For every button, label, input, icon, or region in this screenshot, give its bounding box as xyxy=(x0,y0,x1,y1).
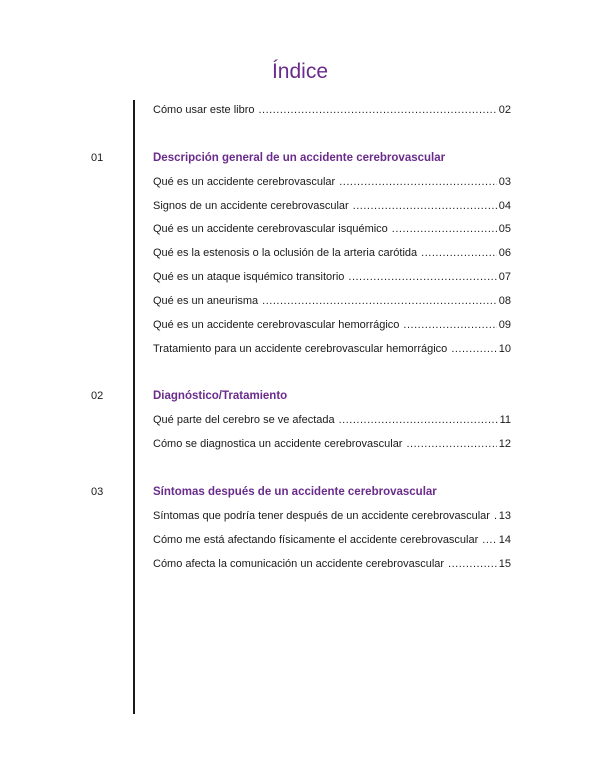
toc-entry[interactable] xyxy=(153,533,511,547)
section-title[interactable]: Síntomas después de un accidente cerebrovascular xyxy=(153,486,437,498)
toc-entry-page: 11 xyxy=(499,414,511,426)
dot-leader xyxy=(421,246,497,260)
toc-entry-text: Qué es la estenosis o la oclusión de la arteria carótida xyxy=(153,247,418,259)
toc-entry-page: 10 xyxy=(498,343,511,355)
toc-entry[interactable] xyxy=(153,318,511,332)
toc-entry[interactable] xyxy=(153,222,511,236)
toc-entry-page: 05 xyxy=(498,223,511,235)
section-number: 01 xyxy=(91,152,104,164)
toc-entry-page: 08 xyxy=(498,295,511,307)
toc-entry[interactable] xyxy=(153,199,511,213)
dot-leader xyxy=(392,222,497,236)
dot-leader xyxy=(494,509,497,523)
toc-entry-page: 03 xyxy=(498,176,511,188)
toc-entry[interactable] xyxy=(153,246,511,260)
toc-entry[interactable] xyxy=(153,413,511,427)
dot-leader xyxy=(353,199,497,213)
toc-entry[interactable] xyxy=(153,175,511,189)
toc-entry-intro[interactable] xyxy=(153,103,511,117)
toc-entry-page: 09 xyxy=(498,319,511,331)
toc-entry-text: Síntomas que podría tener después de un accidente cerebrovascular xyxy=(153,510,490,522)
toc-entry-text: Qué es un ataque isquémico transitorio xyxy=(153,271,345,283)
toc-entry-page: 12 xyxy=(498,438,511,450)
dot-leader xyxy=(406,437,496,451)
toc-entry-text: Qué es un accidente cerebrovascular isquémico xyxy=(153,223,388,235)
toc-entry-text: Qué es un accidente cerebrovascular xyxy=(153,176,336,188)
vertical-divider xyxy=(133,100,135,714)
toc-entry-text: Cómo me está afectando físicamente el accidente cerebrovascular xyxy=(153,534,479,546)
toc-entry-text: Cómo afecta la comunicación un accidente cerebrovascular xyxy=(153,558,445,570)
toc-entry[interactable] xyxy=(153,342,511,356)
toc-entry-page: 13 xyxy=(498,510,511,522)
dot-leader xyxy=(259,103,497,117)
toc-entry-page: 06 xyxy=(498,247,511,259)
toc-entry-text: Cómo se diagnostica un accidente cerebrovascular xyxy=(153,438,403,450)
toc-entry-page: 02 xyxy=(498,104,511,116)
toc-entry-text: Signos de un accidente cerebrovascular xyxy=(153,200,349,212)
toc-entry-text: Qué es un accidente cerebrovascular hemorrágico xyxy=(153,319,400,331)
dot-leader xyxy=(339,175,497,189)
toc-entry-page: 15 xyxy=(498,558,511,570)
toc-entry[interactable] xyxy=(153,557,511,571)
dot-leader xyxy=(448,557,497,571)
toc-entry[interactable] xyxy=(153,270,511,284)
dot-leader xyxy=(451,342,496,356)
toc-entry-text: Cómo usar este libro xyxy=(153,104,255,116)
section-number: 03 xyxy=(91,486,104,498)
toc-entry-text: Tratamiento para un accidente cerebrovascular hemorrágico xyxy=(153,343,448,355)
toc-entry-page: 07 xyxy=(498,271,511,283)
dot-leader xyxy=(339,413,498,427)
toc-entry[interactable] xyxy=(153,437,511,451)
page-title: Índice xyxy=(271,60,329,83)
section-title[interactable]: Diagnóstico/Tratamiento xyxy=(153,390,288,402)
toc-entry-page: 14 xyxy=(498,534,511,546)
section-number: 02 xyxy=(91,390,104,402)
toc-entry-text: Qué es un aneurisma xyxy=(153,295,259,307)
toc-entry-page: 04 xyxy=(498,200,511,212)
dot-leader xyxy=(482,533,496,547)
dot-leader xyxy=(262,294,497,308)
toc-entry[interactable] xyxy=(153,294,511,308)
section-title[interactable]: Descripción general de un accidente cerebrovascular xyxy=(153,152,446,164)
toc-entry-text: Qué parte del cerebro se ve afectada xyxy=(153,414,335,426)
dot-leader xyxy=(403,318,496,332)
dot-leader xyxy=(348,270,496,284)
toc-entry[interactable] xyxy=(153,509,511,523)
